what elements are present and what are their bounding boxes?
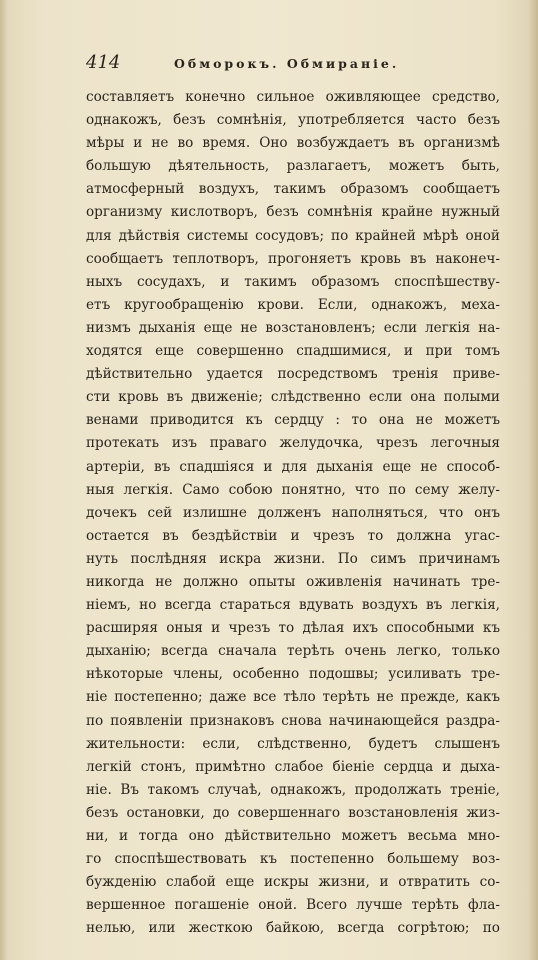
text-line: вершенное погашеніе оной. Всего лучше терѣть фла- bbox=[86, 897, 500, 914]
text-line: ходятся еще совершенно спадшимися, и при томъ bbox=[86, 343, 500, 360]
text-line: однакожъ, безъ сомнѣнія, употребляется часто безъ bbox=[86, 112, 500, 129]
text-line: ніе постепенно; даже все тѣло терѣть не прежде, какъ bbox=[86, 689, 500, 706]
text-line: нуть послѣдняя искра жизни. По симъ причинамъ bbox=[86, 550, 500, 567]
text-line: ніе. Въ такомъ случаѣ, однакожъ, продолжать треніе, bbox=[86, 781, 500, 798]
text-line: дѣйствительно удается посредствомъ тренія приве- bbox=[86, 366, 500, 383]
text-line: протекать изъ праваго желудочка, чрезъ легочныя bbox=[86, 435, 500, 452]
text-line: большую дѣятельность, разлагаетъ, можетъ быть, bbox=[86, 158, 500, 175]
text-line: етъ кругообращенію крови. Если, однакожъ, меха- bbox=[86, 296, 500, 313]
page-edge-shadow-left bbox=[0, 0, 8, 960]
text-line: нѣкоторые члены, особенно подошвы; усиливать тре- bbox=[86, 666, 500, 683]
text-line: го споспѣшествовать къ постепенно большему воз- bbox=[86, 851, 500, 868]
text-line: расширяя оныя и чрезъ то дѣлая ихъ способными къ bbox=[86, 620, 500, 637]
text-line: мѣры и не во время. Оно возбуждаетъ въ организмѣ bbox=[86, 135, 500, 152]
text-line: остается въ бездѣйствіи и чрезъ то должна угас- bbox=[86, 527, 500, 544]
text-line: низмъ дыханія еще не возстановленъ; если легкія на- bbox=[86, 319, 500, 336]
text-line: никогда не должно опыты оживленія начинать тре- bbox=[86, 573, 500, 590]
text-line: дыханію; всегда сначала терѣть очень легко, только bbox=[86, 643, 500, 660]
text-line: бужденію слабой еще искры жизни, и отвратить со- bbox=[86, 874, 500, 891]
body-text bbox=[86, 86, 500, 940]
text-line: по появленіи признаковъ снова начинающейся раздра- bbox=[86, 712, 500, 729]
text-line: составляетъ конечно сильное оживляющее средство, bbox=[86, 89, 500, 105]
text-line: ныхъ сосудахъ, и такимъ образомъ споспѣшеству- bbox=[86, 273, 500, 290]
text-line: ныя легкія. Само собою понятно, что по сему желу- bbox=[86, 481, 500, 498]
text-line: ніемъ, но всегда стараться вдувать воздухъ въ легкія, bbox=[86, 597, 500, 614]
text-line: сообщаетъ теплотворъ, прогоняетъ кровь въ наконеч- bbox=[86, 250, 500, 267]
text-line: безъ остановки, до совершеннаго возстановленія жиз- bbox=[86, 804, 500, 821]
page-header bbox=[86, 52, 506, 78]
text-line: сти кровь въ движеніе; слѣдственно если она полыми bbox=[86, 389, 500, 406]
text-line: для дѣйствія системы сосудовъ; по крайней мѣрѣ оной bbox=[86, 227, 500, 244]
text-line: артеріи, въ спадшіяся и для дыханія еще не способ- bbox=[86, 458, 500, 475]
text-line: организму кислотворъ, безъ сомнѣнія крайне нужный bbox=[86, 204, 500, 221]
text-line: дочекъ сей излишне долженъ наполняться, что онъ bbox=[86, 504, 500, 521]
page-edge-shadow-right bbox=[528, 0, 538, 960]
text-line: атмосферный воздухъ, такимъ образомъ сообщаетъ bbox=[86, 181, 500, 198]
page-number: 414 bbox=[86, 52, 121, 73]
text-line: ни, и тогда оно дѣйствительно можетъ весьма мно- bbox=[86, 828, 500, 844]
running-head: Обморокъ. Обмираніе. bbox=[174, 56, 400, 71]
text-line: нелью, или жесткою байкою, всегда согрѣтою; по bbox=[86, 920, 500, 937]
text-line: жительности: если, слѣдственно, будетъ слышенъ bbox=[86, 735, 500, 752]
text-line: венами приводится къ сердцу : то она не можетъ bbox=[86, 412, 500, 429]
text-line: легкій стонъ, примѣтно слабое біеніе сердца и дыха- bbox=[86, 758, 500, 775]
